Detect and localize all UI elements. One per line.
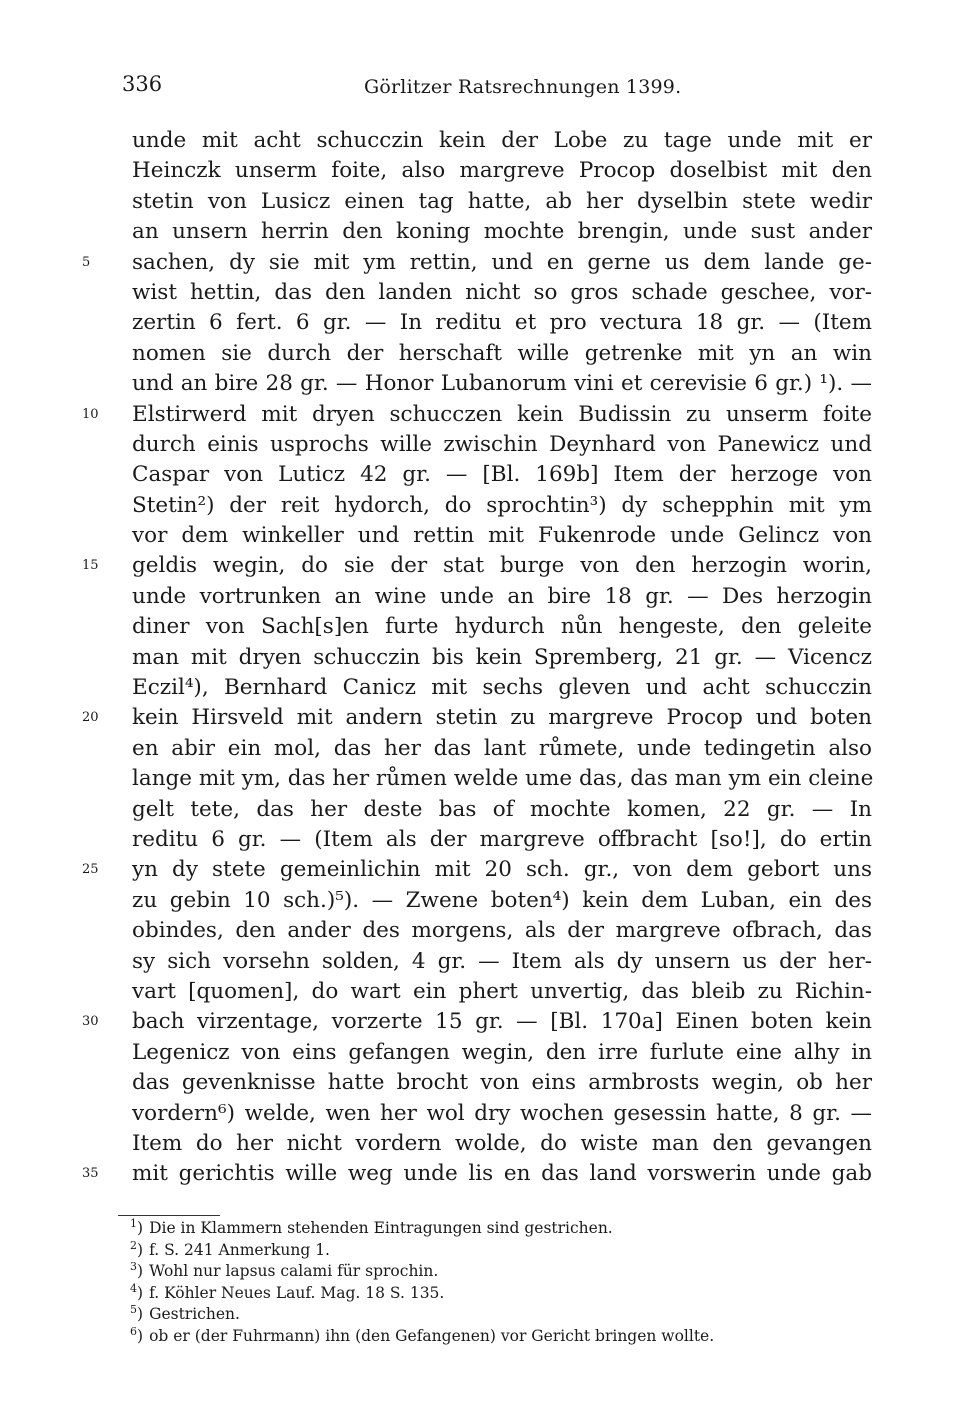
line-number: 15 bbox=[82, 558, 99, 574]
text-line bbox=[112, 1129, 872, 1159]
line-text: diner von Sach[s]en furte hydurch nůn hengeste, den geleite bbox=[132, 614, 872, 640]
text-line bbox=[112, 430, 872, 460]
footnote bbox=[130, 1304, 830, 1326]
line-text: an unsern herrin den koning mochte brengin, unde sust ander bbox=[132, 219, 872, 245]
text-line bbox=[82, 400, 872, 430]
footnote bbox=[130, 1261, 830, 1283]
line-text: Caspar von Luticz 42 gr. — [Bl. 169b] Item der herzoge von bbox=[132, 462, 872, 488]
line-text: unde mit acht schucczin kein der Lobe zu tage unde mit er bbox=[132, 128, 872, 153]
line-number: 20 bbox=[82, 710, 99, 726]
line-text: reditu 6 gr. — (Item als der margreve offbracht [so!], do ertin bbox=[132, 826, 872, 852]
footnote bbox=[130, 1240, 830, 1262]
line-text: Item do her nicht vordern wolde, do wiste man den gevangen bbox=[132, 1130, 872, 1156]
text-line bbox=[112, 582, 872, 612]
page-number: 336 bbox=[122, 72, 163, 96]
line-text: Stetin²) der reit hydorch, do sprochtin³) dy schepphin mit ym bbox=[132, 492, 872, 518]
line-text: sy sich vorsehn solden, 4 gr. — Item als dy unsern us der her- bbox=[132, 948, 872, 974]
footnote-mark-paren: ) bbox=[137, 1240, 144, 1259]
footnote-mark-paren: ) bbox=[137, 1283, 144, 1302]
text-line bbox=[112, 521, 872, 551]
footnotes-block bbox=[130, 1218, 830, 1347]
line-text: wist hettin, das den landen nicht so gros schade geschee, vor- bbox=[132, 279, 872, 305]
text-line bbox=[82, 703, 872, 733]
text-line bbox=[82, 248, 872, 278]
line-text: unde vortrunken an wine unde an bire 18 gr. — Des herzogin bbox=[132, 583, 872, 609]
text-line bbox=[112, 916, 872, 946]
line-text: lange mit ym, das her růmen welde ume das, das man ym ein cleine bbox=[132, 766, 874, 792]
running-head: Görlitzer Ratsrechnungen 1399. bbox=[364, 76, 682, 98]
line-text: sachen, dy sie mit ym rettin, und en gerne us dem lande ge- bbox=[132, 249, 872, 275]
page-header bbox=[122, 72, 862, 106]
footnote-text: f. S. 241 Anmerkung 1. bbox=[149, 1240, 330, 1259]
line-text: man mit dryen schucczin bis kein Spremberg, 21 gr. — Vicencz bbox=[132, 644, 872, 670]
footnote-mark: 6 bbox=[130, 1324, 137, 1338]
line-text: Eczil⁴), Bernhard Canicz mit sechs gleven und acht schucczin bbox=[132, 675, 872, 701]
line-text: yn dy stete gemeinlichin mit 20 sch. gr., von dem gebort uns bbox=[132, 857, 872, 883]
line-text: Heinczk unserm foite, also margreve Procop doselbist mit den bbox=[132, 158, 872, 184]
footnote-mark: 4 bbox=[130, 1281, 137, 1295]
line-text: zertin 6 fert. 6 gr. — In reditu et pro vectura 18 gr. — (Item bbox=[132, 310, 872, 336]
line-number: 10 bbox=[82, 406, 99, 422]
line-text: Legenicz von eins gefangen wegin, den irre furlute eine alhy in bbox=[132, 1039, 872, 1065]
line-text: en abir ein mol, das her das lant růmete, unde tedingetin also bbox=[132, 735, 872, 761]
text-line bbox=[112, 1099, 872, 1129]
footnote bbox=[130, 1326, 830, 1348]
text-line bbox=[112, 977, 872, 1007]
footnote-rule bbox=[118, 1215, 220, 1216]
footnote-mark-paren: ) bbox=[137, 1305, 144, 1323]
text-line bbox=[112, 156, 872, 186]
text-line bbox=[112, 460, 872, 490]
line-text: geldis wegin, do sie der stat burge von den herzogin worin, bbox=[132, 553, 872, 579]
line-text: gelt tete, das her deste bas of mochte komen, 22 gr. — In bbox=[132, 796, 872, 822]
line-text: vor dem winkeller und rettin mit Fukenrode unde Gelincz von bbox=[132, 523, 872, 549]
text-line bbox=[112, 491, 872, 521]
footnote bbox=[130, 1283, 830, 1305]
footnote-mark: 1 bbox=[130, 1216, 137, 1230]
main-text-block bbox=[82, 126, 874, 1190]
text-line bbox=[112, 673, 872, 703]
line-text: nomen sie durch der herschaft wille getrenke mit yn an win bbox=[132, 340, 872, 366]
text-line bbox=[112, 126, 872, 156]
footnote-mark-paren: ) bbox=[137, 1262, 144, 1280]
text-line bbox=[112, 1038, 872, 1068]
line-text: und an bire 28 gr. — Honor Lubanorum vini et cerevisie 6 gr.) ¹). — bbox=[132, 371, 872, 397]
text-line bbox=[112, 217, 872, 247]
line-text: vordern⁶) welde, wen her wol dry wochen gesessin hatte, 8 gr. — bbox=[132, 1100, 872, 1126]
text-line bbox=[82, 1159, 872, 1189]
line-text: Elstirwerd mit dryen schucczen kein Budissin zu unserm foite bbox=[132, 401, 872, 427]
footnote-mark: 2 bbox=[130, 1238, 137, 1252]
footnote-mark: 5 bbox=[130, 1302, 137, 1316]
line-text: obindes, den ander des morgens, als der margreve ofbrach, das bbox=[132, 918, 872, 944]
text-line bbox=[82, 551, 872, 581]
line-text: das gevenknisse hatte brocht von eins armbrosts wegin, ob her bbox=[132, 1070, 872, 1096]
footnote-mark-paren: ) bbox=[137, 1219, 144, 1237]
text-line bbox=[112, 1068, 872, 1098]
line-text: zu gebin 10 sch.)⁵). — Zwene boten⁴) kein dem Luban, ein des bbox=[132, 887, 872, 913]
line-text: bach virzentage, vorzerte 15 gr. — [Bl. 170a] Einen boten kein bbox=[132, 1009, 872, 1035]
footnote-text: f. Köhler Neues Lauf. Mag. 18 S. 135. bbox=[149, 1283, 445, 1302]
footnote-text: ob er (der Fuhrmann) ihn (den Gefangenen) vor Gericht bringen wollte. bbox=[149, 1326, 715, 1345]
text-line bbox=[112, 612, 872, 642]
text-line bbox=[112, 947, 872, 977]
footnote bbox=[130, 1218, 830, 1240]
text-line bbox=[82, 1007, 872, 1037]
text-line bbox=[112, 308, 872, 338]
text-line bbox=[112, 369, 872, 399]
footnote-text: Gestrichen. bbox=[149, 1305, 240, 1323]
text-line bbox=[112, 734, 872, 764]
footnote-mark: 3 bbox=[130, 1259, 137, 1273]
line-number: 5 bbox=[82, 254, 91, 270]
text-line bbox=[112, 278, 872, 308]
line-number: 35 bbox=[82, 1166, 99, 1182]
text-line bbox=[112, 764, 872, 794]
text-line bbox=[82, 855, 872, 885]
text-line bbox=[112, 825, 872, 855]
text-line bbox=[112, 886, 872, 916]
text-line bbox=[112, 187, 872, 217]
text-line bbox=[112, 643, 872, 673]
footnote-text: Die in Klammern stehenden Eintragungen sind gestrichen. bbox=[149, 1219, 613, 1237]
line-text: durch einis usprochs wille zwischin Deynhard von Panewicz und bbox=[132, 431, 872, 457]
line-text: vart [quomen], do wart ein phert unvertig, das bleib zu Richin- bbox=[132, 978, 872, 1004]
footnote-text: Wohl nur lapsus calami für sprochin. bbox=[149, 1262, 439, 1280]
line-text: mit gerichtis wille weg unde lis en das land vorswerin unde gab bbox=[132, 1161, 872, 1187]
text-line bbox=[112, 339, 872, 369]
line-text: stetin von Lusicz einen tag hatte, ab her dyselbin stete wedir bbox=[132, 188, 872, 214]
text-line bbox=[112, 795, 872, 825]
line-number: 30 bbox=[82, 1014, 99, 1030]
line-number: 25 bbox=[82, 862, 99, 878]
line-text: kein Hirsveld mit andern stetin zu margreve Procop und boten bbox=[132, 705, 872, 731]
footnote-mark-paren: ) bbox=[137, 1326, 144, 1345]
